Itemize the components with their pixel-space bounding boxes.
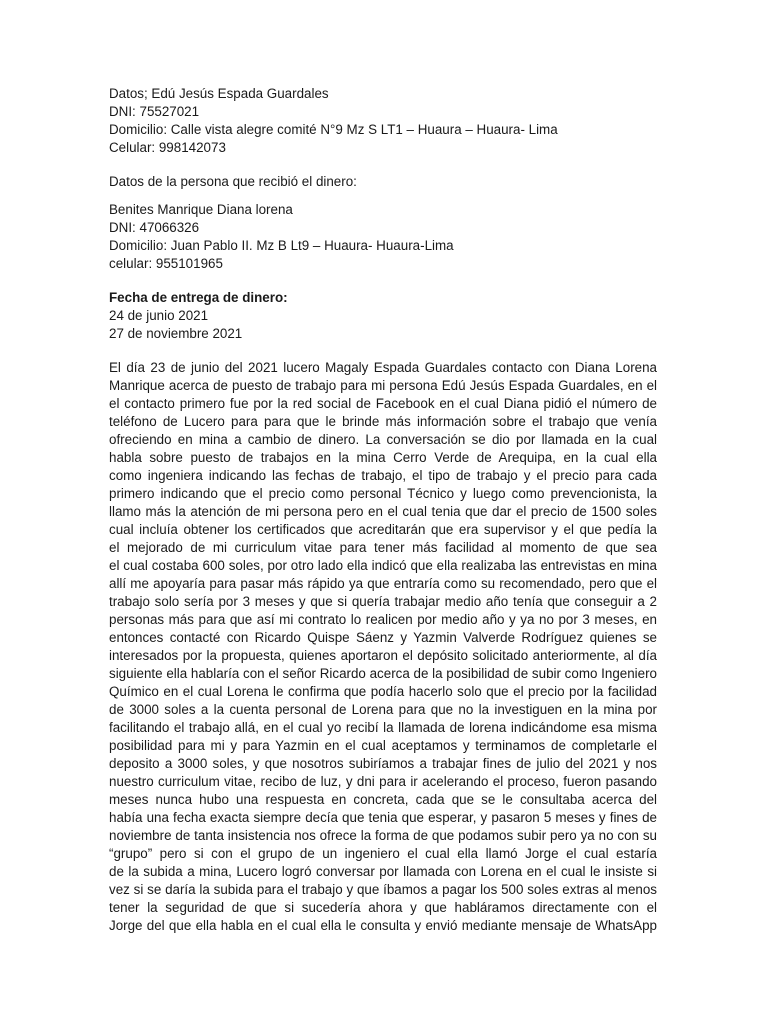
body-line: El día 23 de junio del 2021 lucero Magaly Espada Guardales contacto con Diana Lorena: [109, 360, 657, 375]
body-line: entonces contacté con Ricardo Quispe Sáenz y Yazmin Valverde Rodríguez quienes se: [109, 630, 657, 645]
body-line: tener la seguridad de que si sucedería ahora y que habláramos directamente con el: [109, 900, 657, 915]
body-line: habla sobre puesto de trabajos en la mina Cerro Verde de Arequipa, en la cual ella: [109, 450, 657, 465]
body-line: llamo más la atención de mi persona pero en el cual tenia que dar el precio de 1500 soles: [109, 504, 657, 519]
recipient-phone-line: celular: 955101965: [109, 256, 223, 271]
body-line: meses nunca hubo una respuesta en concreta, cada que se le consultaba acerca del: [109, 792, 657, 807]
recipient-info: [109, 201, 659, 273]
body-line: teléfono de Lucero para para que le brinde más información sobre el trabajo que venía: [109, 414, 657, 429]
recipient-name-line: Benites Manrique Diana lorena: [109, 202, 293, 217]
body-line: primero indicando que el precio como personal Técnico y luego como prevencionista, la: [109, 486, 657, 501]
body-paragraph: [109, 359, 657, 935]
recipient-heading-block: [109, 173, 659, 191]
body-line: Químico en el cual Lorena le confirma que podía hacerlo solo que el precio por la facilidad: [109, 684, 657, 699]
body-line: el cual costaba 600 soles, por otro lado ella indicó que ella realizaba las entrevistas en mina: [109, 558, 657, 573]
body-line: el mejorado de mi curriculum vitae para tener más facilidad al momento de que sea: [109, 540, 657, 555]
delivery-heading: Fecha de entrega de dinero:: [109, 290, 288, 305]
body-line: interesados por la propuesta, quienes aportaron el depósito solicitado anteriormente, al día: [109, 648, 657, 663]
body-line: allí me apoyaría para pasar más rápido ya que entraría como su recomendado, pero que el: [109, 576, 657, 591]
body-line: “grupo” pero si con el grupo de un ingeniero el cual ella llamó Jorge el cual estaría: [109, 846, 657, 861]
body-line: Manrique acerca de puesto de trabajo para mi persona Edú Jesús Espada Guardales, en el: [109, 378, 657, 393]
sender-name-line: Datos; Edú Jesús Espada Guardales: [109, 86, 329, 101]
recipient-address-line: Domicilio: Juan Pablo II. Mz B Lt9 – Huaura- Huaura-Lima: [109, 238, 454, 253]
sender-dni-line: DNI: 75527021: [109, 104, 200, 119]
body-line: de la subida a mina, Lucero logró conversar por llamada con Lorena en el cual le insiste si: [109, 864, 657, 879]
sender-phone-line: Celular: 998142073: [109, 140, 226, 155]
body-line: vez si se daría la subida para el trabajo y que íbamos a pagar los 500 soles extras al menos: [109, 882, 657, 897]
body-line: facilitando el trabajo allá, en el cual yo recibí la llamada de lorena indicándome esa misma: [109, 720, 657, 735]
body-line: de 3000 soles a la cuenta personal de Lorena para que no la investiguen en la mina por: [109, 702, 657, 717]
body-line: cual incluía obtener los certificados que acreditarán que era supervisor y el que pedía la: [109, 522, 657, 537]
body-line: ofreciendo en mina a cambio de dinero. La conversación se dio por llamada en la cual: [109, 432, 657, 447]
body-line: había una fecha exacta siempre decía que tenia que esperar, y pasaron 5 meses y fines de: [109, 810, 657, 825]
body-line: siguiente ella hablaría con el señor Ricardo acerca de la posibilidad de subir como Ingeniero: [109, 666, 657, 681]
delivery-dates: [109, 289, 659, 343]
sender-info: [109, 85, 659, 157]
body-line: como ingeniera indicando las fechas de trabajo, el tipo de trabajo y el precio para cada: [109, 468, 657, 483]
body-line: el contacto primero fue por la red social de Facebook en el cual Diana pidió el número de: [109, 396, 657, 411]
body-line: personas más para que así mi contrato lo realicen por medio año y ya no por 3 meses, en: [109, 612, 657, 627]
recipient-dni-line: DNI: 47066326: [109, 220, 200, 235]
delivery-date-1: 24 de junio 2021: [109, 308, 209, 323]
body-line: posibilidad para mi y para Yazmin en el cual aceptamos y terminamos de completarle el: [109, 738, 657, 753]
body-line: nuestro curriculum vitae, recibo de luz, y dni para ir acelerando el proceso, fueron pasando: [109, 774, 657, 789]
sender-address-line: Domicilio: Calle vista alegre comité N°9 Mz S LT1 – Huaura – Huaura- Lima: [109, 122, 558, 137]
body-line: trabajo solo sería por 3 meses y que si quería trabajar medio año tenía que conseguir a 2: [109, 594, 657, 609]
body-line: noviembre de tanta insistencia nos ofrece la forma de que podamos subir pero ya no con su: [109, 828, 657, 843]
recipient-heading: Datos de la persona que recibió el dinero:: [109, 174, 357, 189]
body-line: Jorge del que ella habla en el cual ella le consulta y envió mediante mensaje de WhatsApp: [109, 918, 657, 933]
body-line: deposito a 3000 soles, y que nosotros subiríamos a trabajar fines de julio del 2021 y nos: [109, 756, 657, 771]
delivery-date-2: 27 de noviembre 2021: [109, 326, 243, 341]
